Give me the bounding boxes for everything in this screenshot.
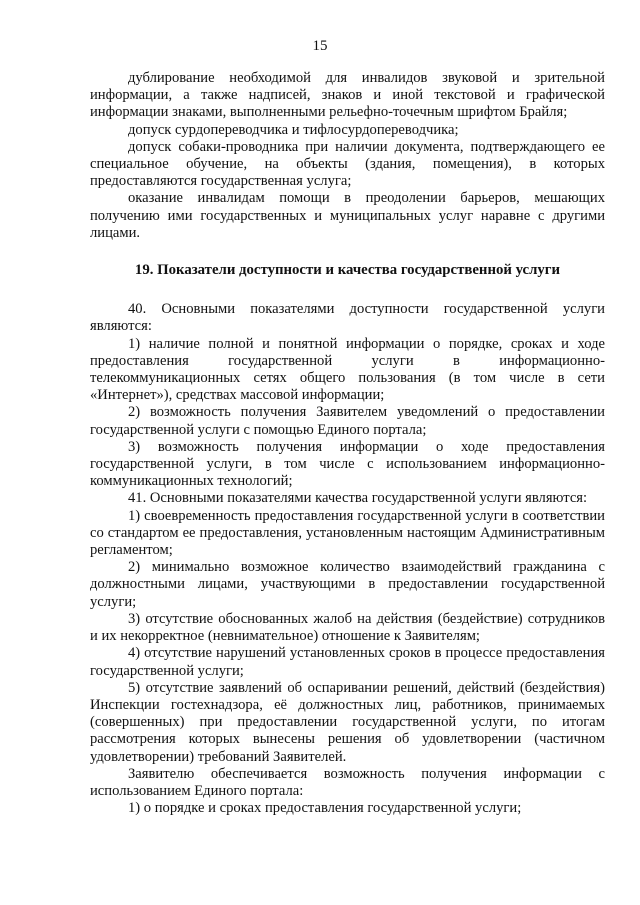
paragraph: Заявителю обеспечивается возможность получения информации с использованием Единого портала: (90, 765, 605, 799)
paragraph: 41. Основными показателями качества государственной услуги являются: (128, 490, 588, 507)
section-heading: 19. Показатели доступности и качества государственной услуги (134, 262, 561, 279)
paragraph: 2) возможность получения Заявителем уведомлений о предоставлении государственной услуги с помощью Единого портала; (90, 404, 605, 438)
paragraph: 5) отсутствие заявлений об оспаривании решений, действий (бездействия) Инспекции гостехнадзора, её должностных лиц, работников, принимаемых (совершенных) при предоставлении государственной услуги, по итогам рассмотрения которых вынесены решения об удовлетворении (частичном удовлетворении) требований Заявителей. (90, 679, 605, 765)
page-number: 15 (312, 38, 328, 54)
document-body (90, 70, 605, 817)
paragraph: 3) возможность получения информации о ходе предоставления государственной услуги, в том числе с использованием информационно-коммуникационных технологий; (90, 438, 605, 490)
paragraph: 1) о порядке и сроках предоставления государственной услуги; (128, 800, 522, 817)
paragraph: оказание инвалидам помощи в преодолении барьеров, мешающих получению ими государственных и муниципальных услуг наравне с другими лицами. (90, 190, 605, 241)
paragraph: 1) наличие полной и понятной информации о порядке, сроках и ходе предоставления государственной услуги в информационно-телекоммуникационных сетях общего пользования (в том числе в сети «Интернет»), средствах массовой информации; (90, 335, 605, 404)
paragraph: дублирование необходимой для инвалидов звуковой и зрительной информации, а также надписей, знаков и иной текстовой и графической информации знаками, выполненными рельефно-точечным шрифтом Брайля; (90, 70, 605, 121)
paragraph: 3) отсутствие обоснованных жалоб на действия (бездействие) сотрудников и их некорректное (невнимательное) отношение к Заявителям; (90, 610, 605, 645)
paragraph: допуск собаки-проводника при наличии документа, подтверждающего ее специальное обучение, на объекты (здания, помещения), в которых предоставляются государственная услуга; (90, 138, 605, 190)
paragraph: 1) своевременность предоставления государственной услуги в соответствии со стандартом ее предоставления, установленным настоящим Административным регламентом; (90, 507, 605, 559)
paragraph: 40. Основными показателями доступности государственной услуги являются: (90, 301, 605, 335)
paragraph: 4) отсутствие нарушений установленных сроков в процессе предоставления государственной услуги; (90, 645, 605, 679)
paragraph: допуск сурдопереводчика и тифлосурдопереводчика; (128, 121, 459, 138)
paragraph: 2) минимально возможное количество взаимодействий гражданина с должностными лицами, участвующими в предоставлении государственной услуги; (90, 559, 605, 610)
